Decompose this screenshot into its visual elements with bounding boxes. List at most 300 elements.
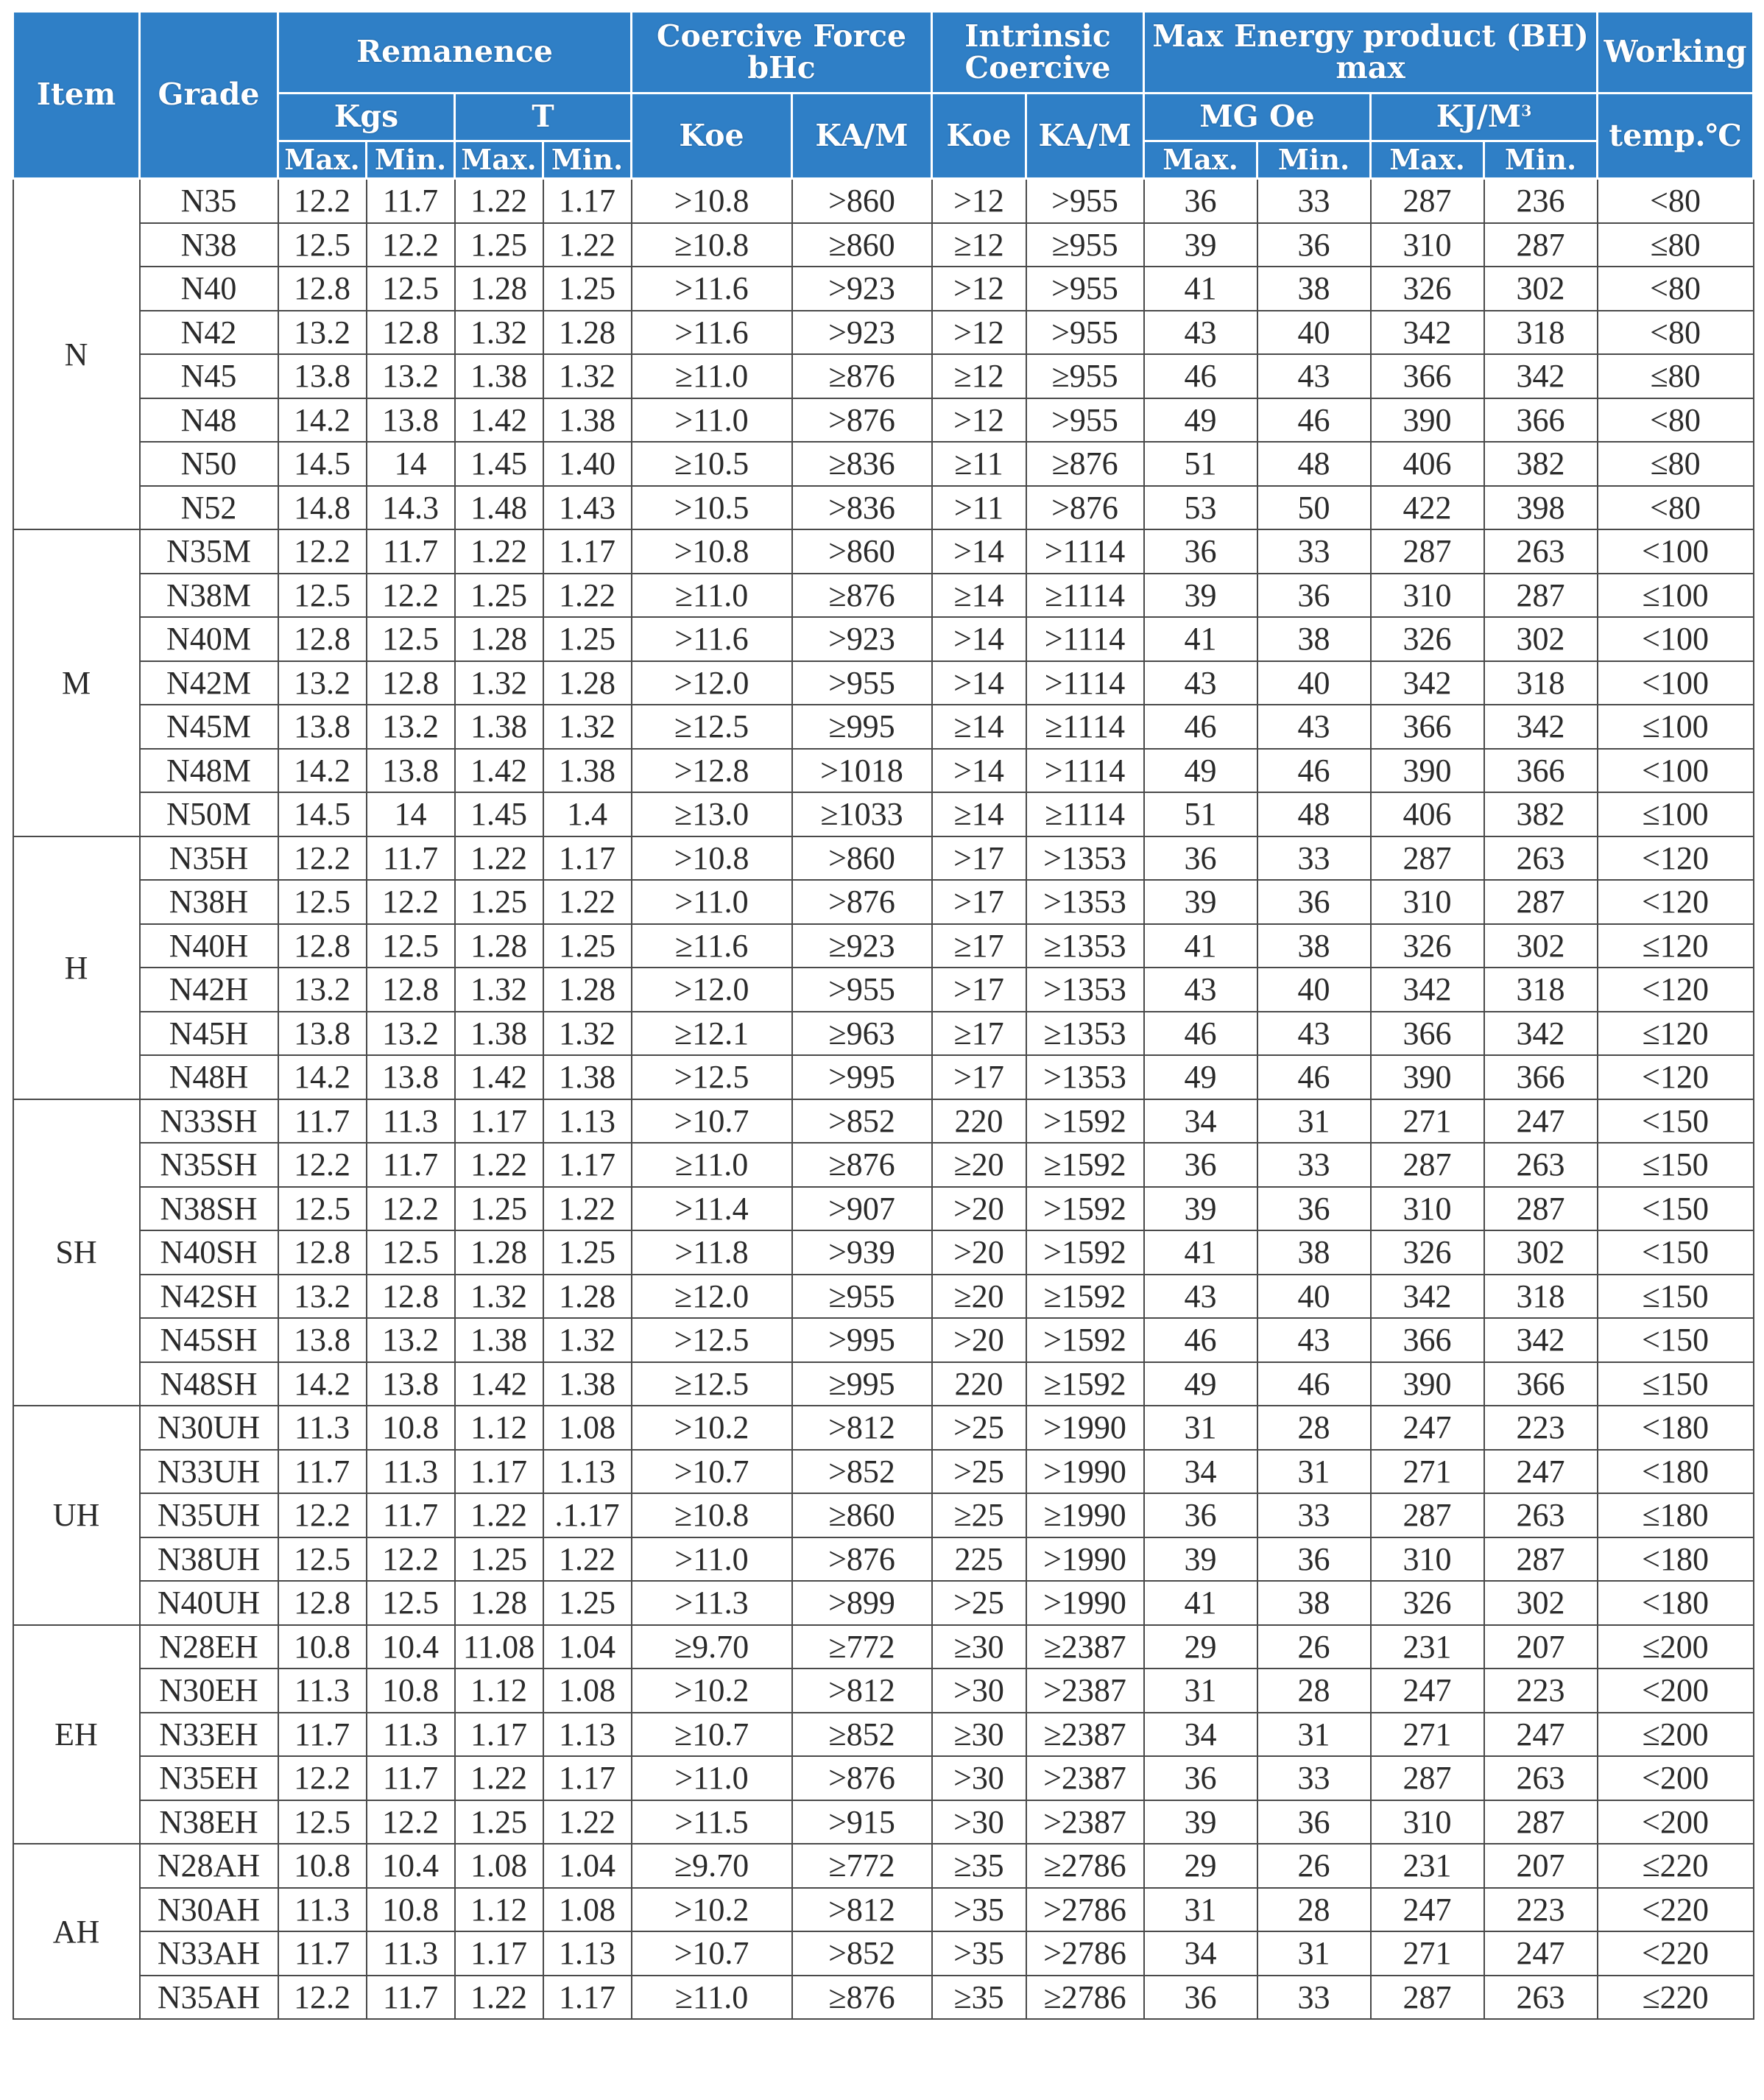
value-cell: 11.7 <box>278 1713 367 1757</box>
value-cell: 12.5 <box>367 924 455 968</box>
value-cell: 10.8 <box>278 1844 367 1888</box>
value-cell: 51 <box>1144 792 1257 836</box>
header-mgoe-max: Max. <box>1144 141 1257 179</box>
value-cell: ≤220 <box>1598 1976 1754 2020</box>
value-cell: 1.13 <box>543 1931 632 1976</box>
value-cell: >20 <box>932 1230 1026 1275</box>
value-cell: 38 <box>1257 1581 1371 1625</box>
value-cell: 1.38 <box>455 705 543 749</box>
value-cell: 223 <box>1484 1669 1598 1713</box>
value-cell: 1.22 <box>455 529 543 574</box>
grade-cell: N40M <box>140 617 278 661</box>
header-working-unit: temp.℃ <box>1598 94 1754 179</box>
grade-cell: N35SH <box>140 1143 278 1187</box>
value-cell: 12.8 <box>278 267 367 311</box>
value-cell: 31 <box>1257 1450 1371 1494</box>
value-cell: 1.17 <box>543 529 632 574</box>
value-cell: 34 <box>1144 1931 1257 1976</box>
value-cell: 12.5 <box>367 1230 455 1275</box>
value-cell: 13.8 <box>367 398 455 443</box>
value-cell: >852 <box>792 1450 932 1494</box>
value-cell: 247 <box>1484 1450 1598 1494</box>
value-cell: 302 <box>1484 617 1598 661</box>
value-cell: 1.13 <box>543 1099 632 1144</box>
value-cell: <200 <box>1598 1756 1754 1800</box>
value-cell: 12.5 <box>367 617 455 661</box>
value-cell: ≥852 <box>792 1713 932 1757</box>
value-cell: 11.7 <box>278 1931 367 1976</box>
table-row <box>13 1362 1754 1406</box>
value-cell: 1.25 <box>455 1537 543 1582</box>
value-cell: 49 <box>1144 1055 1257 1099</box>
value-cell: 342 <box>1371 661 1484 705</box>
table-body <box>13 179 1754 2020</box>
value-cell: 11.3 <box>367 1931 455 1976</box>
value-cell: ≤200 <box>1598 1625 1754 1669</box>
value-cell: ≥876 <box>792 354 932 398</box>
value-cell: 1.32 <box>455 661 543 705</box>
value-cell: ≥12.0 <box>632 1275 792 1319</box>
value-cell: 39 <box>1144 1187 1257 1231</box>
grade-cell: N50 <box>140 442 278 486</box>
value-cell: 1.22 <box>455 1143 543 1187</box>
value-cell: 38 <box>1257 924 1371 968</box>
value-cell: 41 <box>1144 267 1257 311</box>
grade-cell: N35EH <box>140 1756 278 1800</box>
value-cell: 10.8 <box>367 1669 455 1713</box>
table-header <box>13 12 1754 179</box>
value-cell: >30 <box>932 1800 1026 1844</box>
value-cell: 1.40 <box>543 442 632 486</box>
value-cell: 342 <box>1371 311 1484 355</box>
value-cell: 40 <box>1257 311 1371 355</box>
value-cell: 220 <box>932 1099 1026 1144</box>
value-cell: 12.5 <box>278 880 367 924</box>
value-cell: >10.2 <box>632 1669 792 1713</box>
value-cell: ≥995 <box>792 1362 932 1406</box>
value-cell: >10.2 <box>632 1888 792 1932</box>
table-row <box>13 442 1754 486</box>
value-cell: 1.08 <box>543 1888 632 1932</box>
value-cell: >11.6 <box>632 267 792 311</box>
value-cell: ≥876 <box>792 1976 932 2020</box>
value-cell: 48 <box>1257 442 1371 486</box>
value-cell: <120 <box>1598 880 1754 924</box>
value-cell: 1.38 <box>543 1362 632 1406</box>
value-cell: <100 <box>1598 749 1754 793</box>
value-cell: >11.6 <box>632 311 792 355</box>
header-max-energy-product <box>1144 12 1598 94</box>
value-cell: 12.5 <box>278 223 367 267</box>
value-cell: >14 <box>932 617 1026 661</box>
value-cell: 12.8 <box>367 311 455 355</box>
value-cell: ≥20 <box>932 1143 1026 1187</box>
value-cell: 1.17 <box>455 1713 543 1757</box>
value-cell: >20 <box>932 1318 1026 1362</box>
value-cell: 1.28 <box>543 968 632 1012</box>
header-coercive-line2: bHc <box>747 50 816 85</box>
value-cell: 12.2 <box>367 574 455 618</box>
value-cell: 12.5 <box>278 1800 367 1844</box>
value-cell: 13.8 <box>367 1362 455 1406</box>
table-row <box>13 1800 1754 1844</box>
value-cell: ≥35 <box>932 1844 1026 1888</box>
value-cell: <180 <box>1598 1537 1754 1582</box>
grade-cell: N42SH <box>140 1275 278 1319</box>
table-row <box>13 1450 1754 1494</box>
value-cell: 406 <box>1371 792 1484 836</box>
value-cell: <80 <box>1598 179 1754 223</box>
grade-cell: N48SH <box>140 1362 278 1406</box>
value-cell: 1.22 <box>455 1493 543 1537</box>
value-cell: 287 <box>1484 1187 1598 1231</box>
value-cell: ≥13.0 <box>632 792 792 836</box>
value-cell: 13.2 <box>367 1318 455 1362</box>
value-cell: 271 <box>1371 1099 1484 1144</box>
value-cell: 46 <box>1144 1012 1257 1056</box>
item-cell: SH <box>13 1099 140 1406</box>
value-cell: ≥1033 <box>792 792 932 836</box>
grade-cell: N48 <box>140 398 278 443</box>
value-cell: 247 <box>1484 1931 1598 1976</box>
value-cell: 310 <box>1371 1537 1484 1582</box>
value-cell: 46 <box>1257 398 1371 443</box>
value-cell: >955 <box>792 968 932 1012</box>
value-cell: 247 <box>1371 1669 1484 1713</box>
value-cell: ≥2387 <box>1026 1625 1144 1669</box>
value-cell: >25 <box>932 1406 1026 1450</box>
value-cell: ≥1114 <box>1026 705 1144 749</box>
table-row <box>13 398 1754 443</box>
value-cell: ≥12.5 <box>632 1362 792 1406</box>
value-cell: 10.8 <box>367 1888 455 1932</box>
table-row <box>13 792 1754 836</box>
value-cell: 1.13 <box>543 1450 632 1494</box>
value-cell: 26 <box>1257 1844 1371 1888</box>
value-cell: >10.5 <box>632 486 792 530</box>
grade-cell: N35AH <box>140 1976 278 2020</box>
item-cell: AH <box>13 1844 140 2019</box>
value-cell: <150 <box>1598 1230 1754 1275</box>
value-cell: 10.8 <box>278 1625 367 1669</box>
value-cell: 1.42 <box>455 398 543 443</box>
value-cell: ≥30 <box>932 1625 1026 1669</box>
value-cell: ≤150 <box>1598 1143 1754 1187</box>
value-cell: 1.42 <box>455 749 543 793</box>
value-cell: 12.8 <box>278 617 367 661</box>
value-cell: 33 <box>1257 1976 1371 2020</box>
value-cell: ≥11.0 <box>632 1143 792 1187</box>
value-cell: 342 <box>1484 354 1598 398</box>
value-cell: 1.22 <box>543 223 632 267</box>
value-cell: 43 <box>1144 311 1257 355</box>
value-cell: 1.28 <box>455 1581 543 1625</box>
grade-cell: N35 <box>140 179 278 223</box>
header-intrinsic-coercive <box>932 12 1144 94</box>
value-cell: 36 <box>1144 179 1257 223</box>
value-cell: <200 <box>1598 1669 1754 1713</box>
value-cell: 13.2 <box>278 661 367 705</box>
value-cell: 14.2 <box>278 1055 367 1099</box>
value-cell: 342 <box>1484 705 1598 749</box>
value-cell: ≥11 <box>932 442 1026 486</box>
value-cell: 310 <box>1371 880 1484 924</box>
value-cell: ≥772 <box>792 1625 932 1669</box>
value-cell: 13.8 <box>278 1012 367 1056</box>
value-cell: ≥11.6 <box>632 924 792 968</box>
value-cell: >17 <box>932 1055 1026 1099</box>
value-cell: >860 <box>792 529 932 574</box>
value-cell: 46 <box>1144 354 1257 398</box>
value-cell: 390 <box>1371 1055 1484 1099</box>
value-cell: ≥1353 <box>1026 924 1144 968</box>
grade-cell: N38UH <box>140 1537 278 1582</box>
magnet-grade-table <box>12 10 1754 2020</box>
value-cell: 13.2 <box>278 311 367 355</box>
value-cell: 1.25 <box>543 617 632 661</box>
value-cell: 31 <box>1144 1406 1257 1450</box>
value-cell: 12.2 <box>367 1537 455 1582</box>
value-cell: 46 <box>1144 705 1257 749</box>
value-cell: 1.28 <box>455 924 543 968</box>
value-cell: >995 <box>792 1055 932 1099</box>
value-cell: ≥35 <box>932 1976 1026 2020</box>
value-cell: 302 <box>1484 1230 1598 1275</box>
value-cell: <100 <box>1598 529 1754 574</box>
table-row <box>13 179 1754 223</box>
value-cell: 318 <box>1484 968 1598 1012</box>
value-cell: 49 <box>1144 398 1257 443</box>
value-cell: 1.32 <box>543 1318 632 1362</box>
value-cell: 287 <box>1484 1800 1598 1844</box>
value-cell: >1592 <box>1026 1099 1144 1144</box>
value-cell: 1.22 <box>455 1976 543 2020</box>
value-cell: 1.17 <box>455 1099 543 1144</box>
value-cell: 33 <box>1257 836 1371 881</box>
value-cell: 11.7 <box>367 1493 455 1537</box>
grade-cell: N42 <box>140 311 278 355</box>
value-cell: 12.2 <box>367 1800 455 1844</box>
magnet-grade-table-container <box>12 10 1752 2020</box>
value-cell: >860 <box>792 179 932 223</box>
value-cell: 43 <box>1144 661 1257 705</box>
value-cell: ≥876 <box>792 574 932 618</box>
value-cell: ≥10.8 <box>632 223 792 267</box>
value-cell: 12.5 <box>278 574 367 618</box>
value-cell: 12.8 <box>278 924 367 968</box>
value-cell: >20 <box>932 1187 1026 1231</box>
value-cell: >1114 <box>1026 749 1144 793</box>
value-cell: 342 <box>1484 1012 1598 1056</box>
value-cell: 36 <box>1257 1537 1371 1582</box>
value-cell: >923 <box>792 267 932 311</box>
value-cell: >836 <box>792 486 932 530</box>
value-cell: >10.8 <box>632 179 792 223</box>
value-cell: 11.7 <box>278 1099 367 1144</box>
value-cell: >11 <box>932 486 1026 530</box>
value-cell: 13.2 <box>367 354 455 398</box>
value-cell: 1.28 <box>455 617 543 661</box>
value-cell: 33 <box>1257 1143 1371 1187</box>
value-cell: ≥1114 <box>1026 792 1144 836</box>
value-cell: >12 <box>932 179 1026 223</box>
value-cell: 51 <box>1144 442 1257 486</box>
value-cell: 34 <box>1144 1450 1257 1494</box>
value-cell: 46 <box>1257 1362 1371 1406</box>
value-cell: 1.17 <box>543 1976 632 2020</box>
value-cell: >852 <box>792 1099 932 1144</box>
value-cell: 287 <box>1371 1976 1484 2020</box>
value-cell: ≤100 <box>1598 574 1754 618</box>
value-cell: 1.22 <box>543 1187 632 1231</box>
table-row <box>13 1493 1754 1537</box>
header-intrinsic-koe: Koe <box>932 94 1026 179</box>
value-cell: 1.25 <box>455 1800 543 1844</box>
value-cell: ≤180 <box>1598 1493 1754 1537</box>
header-intrinsic-kam: KA/M <box>1026 94 1144 179</box>
value-cell: 1.38 <box>543 398 632 443</box>
value-cell: 302 <box>1484 267 1598 311</box>
value-cell: 1.22 <box>543 574 632 618</box>
grade-cell: N33AH <box>140 1931 278 1976</box>
grade-cell: N38 <box>140 223 278 267</box>
grade-cell: N33EH <box>140 1713 278 1757</box>
value-cell: 11.3 <box>367 1713 455 1757</box>
value-cell: >12 <box>932 311 1026 355</box>
value-cell: 263 <box>1484 529 1598 574</box>
table-row <box>13 311 1754 355</box>
value-cell: 39 <box>1144 880 1257 924</box>
value-cell: >1990 <box>1026 1406 1144 1450</box>
value-cell: 43 <box>1257 705 1371 749</box>
header-kjm-min: Min. <box>1484 141 1598 179</box>
item-cell: M <box>13 529 140 836</box>
value-cell: 390 <box>1371 398 1484 443</box>
value-cell: 14.2 <box>278 1362 367 1406</box>
value-cell: <150 <box>1598 1099 1754 1144</box>
value-cell: <120 <box>1598 836 1754 881</box>
value-cell: 1.25 <box>455 1187 543 1231</box>
header-coercive-line1: Coercive Force <box>656 18 907 54</box>
header-kjm-text: KJ/M <box>1436 99 1522 135</box>
value-cell: >1018 <box>792 749 932 793</box>
value-cell: >876 <box>792 1537 932 1582</box>
value-cell: >2786 <box>1026 1888 1144 1932</box>
value-cell: ≤120 <box>1598 1012 1754 1056</box>
value-cell: 1.32 <box>455 1275 543 1319</box>
table-row <box>13 1844 1754 1888</box>
value-cell: >955 <box>1026 311 1144 355</box>
value-cell: <120 <box>1598 1055 1754 1099</box>
value-cell: 14.3 <box>367 486 455 530</box>
value-cell: ≥1353 <box>1026 1012 1144 1056</box>
value-cell: 49 <box>1144 1362 1257 1406</box>
value-cell: 1.04 <box>543 1844 632 1888</box>
value-cell: 14.5 <box>278 792 367 836</box>
value-cell: 390 <box>1371 1362 1484 1406</box>
table-row <box>13 354 1754 398</box>
header-kgs-min: Min. <box>367 141 455 179</box>
table-row <box>13 924 1754 968</box>
value-cell: 11.7 <box>367 836 455 881</box>
value-cell: >2786 <box>1026 1931 1144 1976</box>
value-cell: 12.2 <box>278 1493 367 1537</box>
value-cell: ≥17 <box>932 924 1026 968</box>
value-cell: ≥14 <box>932 705 1026 749</box>
value-cell: >11.0 <box>632 1756 792 1800</box>
value-cell: >10.7 <box>632 1450 792 1494</box>
value-cell: >12.5 <box>632 1318 792 1362</box>
table-row <box>13 1713 1754 1757</box>
value-cell: >25 <box>932 1581 1026 1625</box>
value-cell: ≥995 <box>792 705 932 749</box>
header-energy-line1: Max Energy product (BH) <box>1152 18 1589 54</box>
value-cell: 14.8 <box>278 486 367 530</box>
value-cell: 11.7 <box>367 1756 455 1800</box>
value-cell: 14.2 <box>278 398 367 443</box>
value-cell: 41 <box>1144 924 1257 968</box>
value-cell: 382 <box>1484 442 1598 486</box>
value-cell: 302 <box>1484 924 1598 968</box>
value-cell: 46 <box>1257 749 1371 793</box>
value-cell: 12.2 <box>278 1976 367 2020</box>
value-cell: 39 <box>1144 574 1257 618</box>
value-cell: >11.0 <box>632 398 792 443</box>
value-cell: ≥2387 <box>1026 1713 1144 1757</box>
value-cell: ≥955 <box>1026 354 1144 398</box>
value-cell: 11.3 <box>367 1099 455 1144</box>
value-cell: >11.4 <box>632 1187 792 1231</box>
value-cell: ≥14 <box>932 574 1026 618</box>
header-t-min: Min. <box>543 141 632 179</box>
header-kjm-sup: 3 <box>1521 102 1532 120</box>
value-cell: 287 <box>1371 1143 1484 1187</box>
value-cell: 366 <box>1371 354 1484 398</box>
value-cell: 207 <box>1484 1844 1598 1888</box>
value-cell: 12.2 <box>278 836 367 881</box>
table-row <box>13 1931 1754 1976</box>
header-coercive-kam: KA/M <box>792 94 932 179</box>
value-cell: ≥1990 <box>1026 1493 1144 1537</box>
value-cell: 1.38 <box>455 354 543 398</box>
value-cell: ≥9.70 <box>632 1625 792 1669</box>
value-cell: 422 <box>1371 486 1484 530</box>
value-cell: ≤80 <box>1598 442 1754 486</box>
value-cell: 318 <box>1484 1275 1598 1319</box>
value-cell: >812 <box>792 1669 932 1713</box>
value-cell: 1.17 <box>543 179 632 223</box>
value-cell: 302 <box>1484 1581 1598 1625</box>
value-cell: 26 <box>1257 1625 1371 1669</box>
table-row <box>13 1581 1754 1625</box>
value-cell: 1.28 <box>543 311 632 355</box>
value-cell: 287 <box>1371 179 1484 223</box>
value-cell: >11.8 <box>632 1230 792 1275</box>
value-cell: ≥963 <box>792 1012 932 1056</box>
value-cell: >812 <box>792 1406 932 1450</box>
value-cell: 10.8 <box>367 1406 455 1450</box>
header-intrinsic-line1: Intrinsic <box>964 18 1111 54</box>
grade-cell: N28EH <box>140 1625 278 1669</box>
table-row <box>13 1012 1754 1056</box>
value-cell: ≥836 <box>792 442 932 486</box>
value-cell: 12.8 <box>278 1581 367 1625</box>
value-cell: 36 <box>1144 529 1257 574</box>
value-cell: >12.5 <box>632 1055 792 1099</box>
header-coercive-force <box>632 12 932 94</box>
item-cell: UH <box>13 1406 140 1625</box>
grade-cell: N30EH <box>140 1669 278 1713</box>
